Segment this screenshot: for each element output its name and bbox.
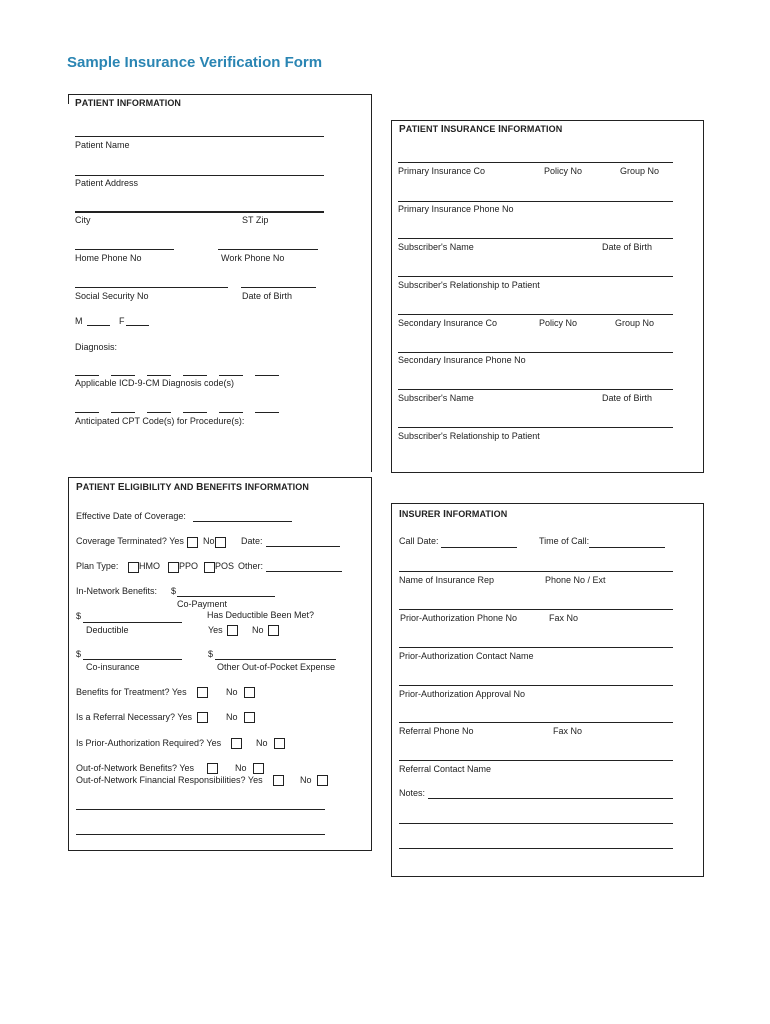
patient-address-line[interactable] <box>75 175 324 176</box>
oon-benefits-yes-checkbox[interactable] <box>207 763 218 774</box>
phone-ext-label: Phone No / Ext <box>545 575 606 585</box>
oon-benefits-no-checkbox[interactable] <box>253 763 264 774</box>
subscriber-name-line[interactable] <box>398 238 673 239</box>
eligibility-notes-line[interactable] <box>76 834 325 835</box>
home-phone-line[interactable] <box>75 249 174 250</box>
icd-code-line[interactable] <box>255 375 279 376</box>
section-right-border <box>371 94 372 472</box>
icd-code-line[interactable] <box>111 375 135 376</box>
subscriber-rel-line[interactable] <box>398 276 673 277</box>
oon-financial-label: Out-of-Network Financial Responsibilities? Yes <box>76 775 263 785</box>
pos-label: POS <box>215 561 235 571</box>
cpt-code-line[interactable] <box>147 412 171 413</box>
other-plan-label: Other: <box>238 561 264 571</box>
referral-contact-label: Referral Contact Name <box>399 764 492 774</box>
oon-financial-no-label: No <box>300 775 312 785</box>
notes-line[interactable] <box>399 823 673 824</box>
cpt-code-line[interactable] <box>219 412 243 413</box>
section-left-border <box>68 94 69 104</box>
ppo-checkbox[interactable] <box>168 562 179 573</box>
prior-auth-required-label: Is Prior-Authorization Required? Yes <box>76 738 222 748</box>
subscriber-rel-label: Subscriber's Relationship to Patient <box>398 280 540 290</box>
in-network-dollar: $ <box>171 586 177 596</box>
patient-info-heading: PATIENT INFORMATION <box>75 98 182 109</box>
co-payment-label: Co-Payment <box>177 599 228 609</box>
dob-label: Date of Birth <box>242 291 293 301</box>
st-zip-label: ST Zip <box>242 215 269 225</box>
call-date-line[interactable] <box>441 547 517 548</box>
deductible-met-no-checkbox[interactable] <box>268 625 279 636</box>
subscriber2-rel-line[interactable] <box>398 427 673 428</box>
eligibility-heading: PATIENT ELIGIBILITY AND BENEFITS INFORMATION <box>76 482 309 493</box>
subscriber2-name-label: Subscriber's Name <box>398 393 474 403</box>
icd-code-line[interactable] <box>75 375 99 376</box>
prior-auth-required-no-label: No <box>256 738 268 748</box>
rep-name-label: Name of Insurance Rep <box>399 575 495 585</box>
plan-type-label: Plan Type: <box>76 561 119 571</box>
subscriber2-rel-label: Subscriber's Relationship to Patient <box>398 431 540 441</box>
secondary-co-label: Secondary Insurance Co <box>398 318 498 328</box>
form-title: Sample Insurance Verification Form <box>67 54 323 71</box>
patient-name-line[interactable] <box>75 136 324 137</box>
patient-name-label: Patient Name <box>75 140 130 150</box>
coverage-terminated-no-label: No <box>203 536 215 546</box>
terminated-date-label: Date: <box>241 536 263 546</box>
work-phone-line[interactable] <box>218 249 318 250</box>
benefits-treatment-yes-checkbox[interactable] <box>197 687 208 698</box>
deductible-met-yes-checkbox[interactable] <box>227 625 238 636</box>
secondary-phone-line[interactable] <box>398 352 673 353</box>
primary-phone-label: Primary Insurance Phone No <box>398 204 514 214</box>
ppo-label: PPO <box>179 561 199 571</box>
referral-phone-label: Referral Phone No <box>399 726 474 736</box>
deductible-met-yes-label: Yes <box>208 625 223 635</box>
icd-code-line[interactable] <box>219 375 243 376</box>
city-label: City <box>75 215 91 225</box>
ssn-label: Social Security No <box>75 291 149 301</box>
secondary-group-label: Group No <box>615 318 655 328</box>
policy-no-label: Policy No <box>544 166 583 176</box>
notes-line[interactable] <box>399 848 673 849</box>
deductible-label: Deductible <box>86 625 129 635</box>
coverage-terminated-label: Coverage Terminated? Yes <box>76 536 184 546</box>
coverage-terminated-yes-checkbox[interactable] <box>187 537 198 548</box>
oon-benefits-no-label: No <box>235 763 247 773</box>
deductible-met-no-label: No <box>252 625 264 635</box>
insurer-info-heading: INSURER INFORMATION <box>399 509 508 520</box>
primary-co-label: Primary Insurance Co <box>398 166 486 176</box>
coinsurance-label: Co-insurance <box>86 662 140 672</box>
patient-address-label: Patient Address <box>75 178 139 188</box>
icd-code-line[interactable] <box>183 375 207 376</box>
prior-auth-phone-line[interactable] <box>399 609 673 610</box>
cpt-label: Anticipated CPT Code(s) for Procedure(s): <box>75 416 245 426</box>
oop-dollar: $ <box>208 649 214 659</box>
prior-auth-contact-label: Prior-Authorization Contact Name <box>399 651 534 661</box>
primary-phone-line[interactable] <box>398 201 673 202</box>
pos-checkbox[interactable] <box>204 562 215 573</box>
secondary-policy-label: Policy No <box>539 318 578 328</box>
subscriber-name-label: Subscriber's Name <box>398 242 474 252</box>
notes-line[interactable] <box>428 798 673 799</box>
diagnosis-label: Diagnosis: <box>75 342 118 352</box>
prior-auth-approval-line[interactable] <box>399 685 673 686</box>
city-line[interactable] <box>75 211 324 213</box>
coverage-terminated-no-checkbox[interactable] <box>215 537 226 548</box>
prior-auth-phone-label: Prior-Authorization Phone No <box>400 613 518 623</box>
benefits-treatment-no-label: No <box>226 687 238 697</box>
referral-necessary-no-checkbox[interactable] <box>244 712 255 723</box>
f-line[interactable] <box>126 325 149 326</box>
prior-auth-required-yes-checkbox[interactable] <box>231 738 242 749</box>
subscriber-dob-label: Date of Birth <box>602 242 653 252</box>
prior-auth-contact-line[interactable] <box>399 647 673 648</box>
cpt-code-line[interactable] <box>255 412 279 413</box>
co-payment-line[interactable] <box>177 596 275 597</box>
oop-line[interactable] <box>215 659 336 660</box>
hmo-checkbox[interactable] <box>128 562 139 573</box>
f-label: F <box>119 316 125 326</box>
prior-auth-approval-label: Prior-Authorization Approval No <box>399 689 526 699</box>
prior-auth-fax-label: Fax No <box>549 613 579 623</box>
eligibility-section <box>68 477 372 851</box>
m-line[interactable] <box>87 325 110 326</box>
referral-fax-label: Fax No <box>553 726 583 736</box>
cpt-code-line[interactable] <box>183 412 207 413</box>
referral-contact-line[interactable] <box>399 760 673 761</box>
other-plan-line[interactable] <box>266 571 342 572</box>
coinsurance-line[interactable] <box>83 659 182 660</box>
oon-financial-no-checkbox[interactable] <box>317 775 328 786</box>
secondary-co-line[interactable] <box>398 314 673 315</box>
insurance-info-section <box>391 120 704 473</box>
notes-label: Notes: <box>399 788 426 798</box>
referral-necessary-yes-checkbox[interactable] <box>197 712 208 723</box>
coinsurance-dollar: $ <box>76 649 82 659</box>
oop-label: Other Out-of-Pocket Expense <box>217 662 336 672</box>
referral-phone-line[interactable] <box>399 722 673 723</box>
referral-necessary-label: Is a Referral Necessary? Yes <box>76 712 193 722</box>
home-phone-label: Home Phone No <box>75 253 142 263</box>
work-phone-label: Work Phone No <box>221 253 285 263</box>
effective-date-label: Effective Date of Coverage: <box>76 511 186 521</box>
effective-date-line[interactable] <box>193 521 292 522</box>
primary-co-line[interactable] <box>398 162 673 163</box>
group-no-label: Group No <box>620 166 660 176</box>
cpt-code-line[interactable] <box>75 412 99 413</box>
oon-benefits-label: Out-of-Network Benefits? Yes <box>76 763 195 773</box>
terminated-date-line[interactable] <box>266 546 340 547</box>
ssn-line[interactable] <box>75 287 228 288</box>
eligibility-notes-line[interactable] <box>76 809 325 810</box>
time-of-call-label: Time of Call: <box>539 536 590 546</box>
subscriber2-name-line[interactable] <box>398 389 673 390</box>
time-of-call-line[interactable] <box>589 547 665 548</box>
call-date-label: Call Date: <box>399 536 439 546</box>
section-top-border <box>68 94 371 95</box>
subscriber2-dob-label: Date of Birth <box>602 393 653 403</box>
deductible-line[interactable] <box>83 622 182 623</box>
icd-code-line[interactable] <box>147 375 171 376</box>
in-network-label: In-Network Benefits: <box>76 586 158 596</box>
prior-auth-required-no-checkbox[interactable] <box>274 738 285 749</box>
insurer-info-section <box>391 503 704 877</box>
deductible-dollar: $ <box>76 611 82 621</box>
cpt-code-line[interactable] <box>111 412 135 413</box>
dob-line[interactable] <box>241 287 316 288</box>
icd-label: Applicable ICD-9-CM Diagnosis code(s) <box>75 378 235 388</box>
insurance-info-heading: PATIENT INSURANCE INFORMATION <box>399 124 563 135</box>
secondary-phone-label: Secondary Insurance Phone No <box>398 355 526 365</box>
benefits-treatment-no-checkbox[interactable] <box>244 687 255 698</box>
hmo-label: HMO <box>139 561 160 571</box>
oon-financial-yes-checkbox[interactable] <box>273 775 284 786</box>
deductible-met-label: Has Deductible Been Met? <box>207 610 315 620</box>
benefits-treatment-label: Benefits for Treatment? Yes <box>76 687 187 697</box>
referral-necessary-no-label: No <box>226 712 238 722</box>
m-label: M <box>75 316 83 326</box>
rep-name-line[interactable] <box>399 571 673 572</box>
